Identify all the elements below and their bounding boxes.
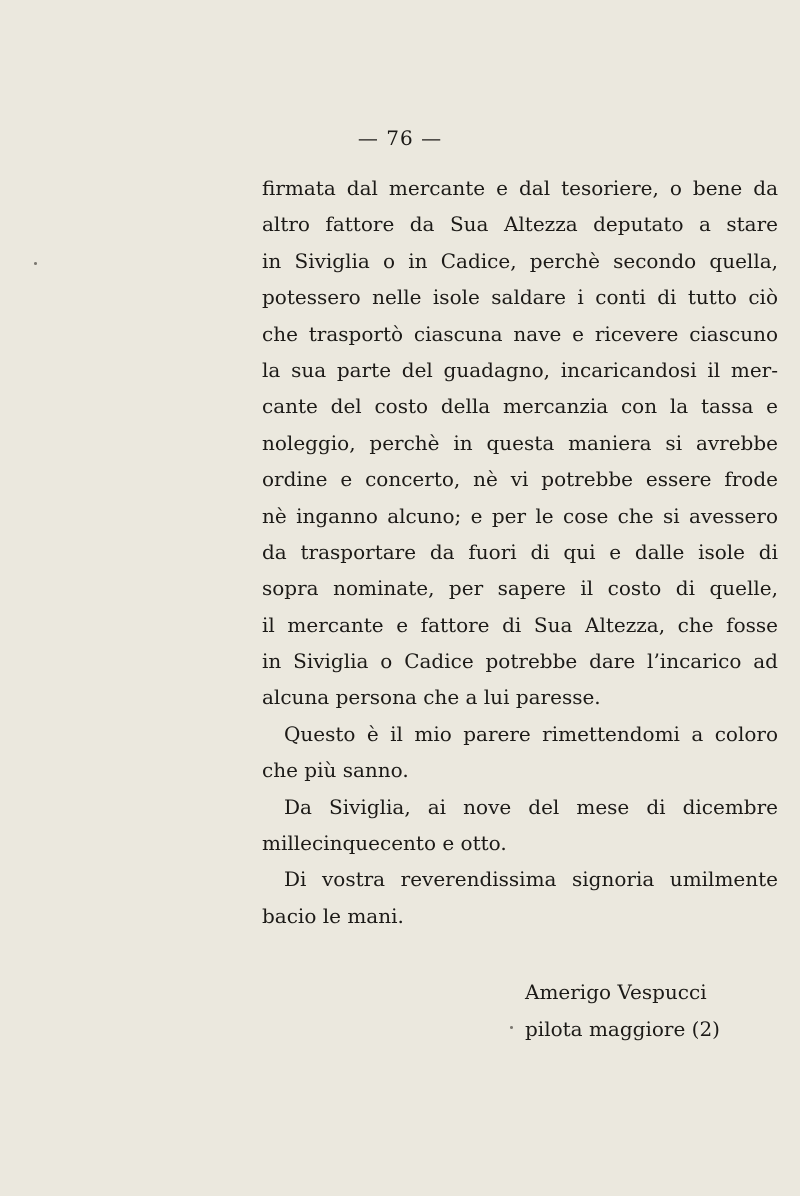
text-line: Di vostra reverendissima signoria umilmente: [284, 867, 778, 892]
text-line: Da Siviglia, ai nove del mese di dicembre: [284, 794, 778, 819]
margin-speck: [34, 262, 37, 265]
text-line: potessero nelle isole saldare i conti di tutto ciò: [262, 285, 778, 310]
text-line: altro fattore da Sua Altezza deputato a stare: [262, 212, 778, 237]
text-line: che trasportò ciascuna nave e ricevere ciascuno: [262, 321, 778, 346]
signature-name: Amerigo Vespucci: [525, 980, 707, 1004]
text-line: sopra nominate, per sapere il costo di quelle,: [262, 576, 778, 601]
text-line: alcuna persona che a lui paresse.: [262, 685, 601, 710]
text-line: bacio le mani.: [262, 903, 404, 928]
signature-block: [525, 974, 765, 1047]
text-line: nè inganno alcuno; e per le cose che si avessero: [262, 503, 778, 528]
text-line: millecinquecento e otto.: [262, 831, 507, 856]
margin-speck: [510, 1026, 513, 1029]
text-line: ordine e concerto, nè vi potrebbe essere frode: [262, 467, 778, 492]
text-line: il mercante e fattore di Sua Altezza, che fosse: [262, 612, 778, 637]
text-line: firmata dal mercante e dal tesoriere, o bene da: [262, 176, 778, 200]
text-line: la sua parte del guadagno, incaricandosi il mer-: [262, 357, 778, 382]
page-number: — 76 —: [357, 126, 443, 150]
signature-title: pilota maggiore (2): [525, 1016, 720, 1041]
text-line: da trasportare da fuori di qui e dalle isole di: [262, 539, 778, 564]
text-line: Questo è il mio parere rimettendomi a coloro: [284, 721, 778, 746]
body-text: [262, 170, 778, 934]
text-line: cante del costo della mercanzia con la tassa e: [262, 394, 778, 419]
text-line: noleggio, perchè in questa maniera si avrebbe: [262, 430, 778, 455]
text-line: che più sanno.: [262, 758, 409, 783]
text-line: in Siviglia o Cadice potrebbe dare l’incarico ad: [262, 649, 778, 674]
text-line: in Siviglia o in Cadice, perchè secondo quella,: [262, 248, 778, 273]
